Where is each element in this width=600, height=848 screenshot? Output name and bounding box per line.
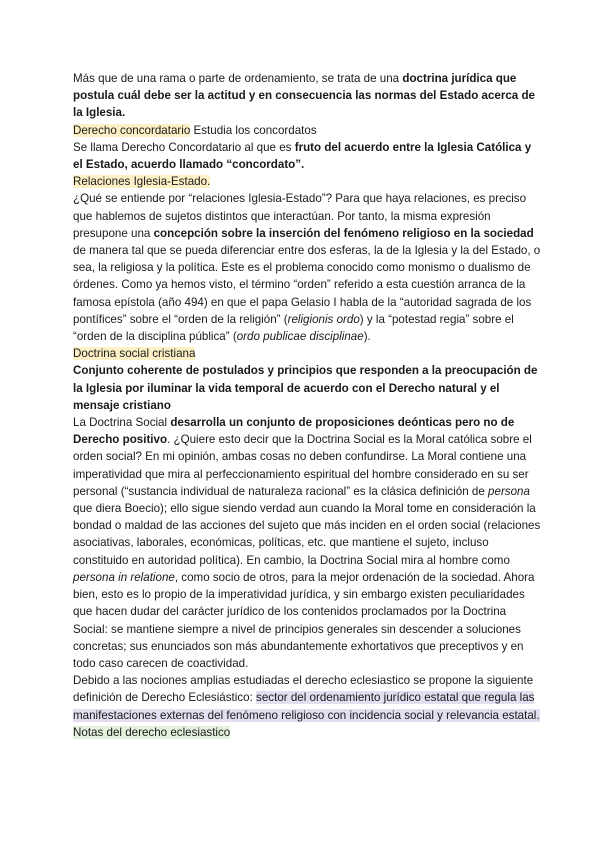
italic-phrase: persona [488,484,530,498]
concordatario-line: Derecho concordatario Estudia los concordatos [73,123,317,137]
bold-phrase: concepción sobre la inserción del fenómeno religioso en la sociedad [153,226,534,240]
highlighted-definition: sector del ordenamiento jurídico estatal que regula las manifestaciones externas del fenómeno religioso con incidencia social y relevancia estatal. [73,691,540,722]
heading-notas: Notas del derecho eclesiastico [73,725,231,739]
document-body [73,70,541,741]
bold-phrase: desarrolla un conjunto de proposiciones deónticas pero no de Derecho positivo [73,416,515,447]
doctrina-definition: Conjunto coherente de postulados y principios que responden a la preocupación de la Iglesia por iluminar la vida temporal de acuerdo con el Derecho natural y el mensaje cristiano [73,364,538,412]
heading-derecho-concordatario: Derecho concordatario [73,123,191,137]
intro-paragraph: Más que de una rama o parte de ordenamiento, se trata de una doctrina jurídica que postula cuál debe ser la actitud y en consecuencia las normas del Estado acerca de la Iglesia. [73,72,536,120]
heading-relaciones: Relaciones Iglesia-Estado. [73,175,211,189]
italic-phrase: ordo publicae disciplinae [236,330,364,344]
bold-phrase: doctrina jurídica que postula cuál debe ser la actitud y en consecuencia las normas del Estado acerca de la Iglesia. [73,72,536,120]
eclesiastico-paragraph: Debido a las nociones amplias estudiadas el derecho eclesiastico se propone la siguiente definición de Derecho Eclesiástico: sector del ordenamiento jurídico estatal que regula las manifestaciones externas del fenómeno religioso con incidencia social y relevancia estatal. [73,674,540,722]
italic-phrase: religionis ordo [287,312,360,326]
heading-doctrina-social: Doctrina social cristiana [73,347,196,361]
bold-phrase: fruto del acuerdo entre la Iglesia Católica y el Estado, acuerdo llamado “concordato”. [73,140,532,172]
relaciones-paragraph: ¿Qué se entiende por “relaciones Iglesia-Estado”? Para que haya relaciones, es preciso que hablemos de sujetos distintos que interactúan. Por tanto, la misma expresión presupone una concepción sobre la inserción del fenómeno religioso en la sociedad de manera tal que se pueda diferenciar entre dos esferas, la de la Iglesia y la del Estado, o sea, la religiosa y la política. Este es el problema conocido como monismo o dualismo de órdenes. Como ya hemos visto, el término “orden” referido a esta cuestión arranca de la famosa epístola (año 494) en que el papa Gelasio I habla de la “autoridad sagrada de los pontífices” sobre el “orden de la religión” (religionis ordo) y la “potestad regia” sobre el “orden de la disciplina pública” (ordo publicae disciplinae). [73,192,541,344]
doctrina-paragraph: La Doctrina Social desarrolla un conjunto de proposiciones deónticas pero no de Derecho positivo. ¿Quiere esto decir que la Doctrina Social es la Moral católica sobre el orden social? En mi opinión, ambas cosas no deben confundirse. La Moral contiene una imperatividad que mira al perfeccionamiento espiritual del hombre considerado en su ser personal (“sustancia individual de naturaleza racional” es la clásica definición de persona que diera Boecio); ello sigue siendo verdad aun cuando la Moral tome en consideración la bondad o maldad de las acciones del sujeto que más inciden en el orden social (relaciones asociativas, laborales, económicas, políticas, etc. que mantiene el sujeto, incluso constituido en autoridad política). En cambio, la Doctrina Social mira al hombre como persona in relatione, como socio de otros, para la mejor ordenación de la sociedad. Ahora bien, esto es lo propio de la imperatividad jurídica, y sin embargo existen peculiaridades que hacen dudar del carácter jurídico de los contenidos proclamados por la Doctrina Social: se mantiene siempre a nivel de principios generales sin descender a soluciones concretas; sus enunciados son más abundantemente exhortativos que preceptivos y en todo caso carecen de coactividad. [73,416,541,670]
italic-phrase: persona in relatione [73,570,175,584]
concordatario-definition: Se llama Derecho Concordatario al que es fruto del acuerdo entre la Iglesia Católica y el Estado, acuerdo llamado “concordato”. [73,140,532,172]
